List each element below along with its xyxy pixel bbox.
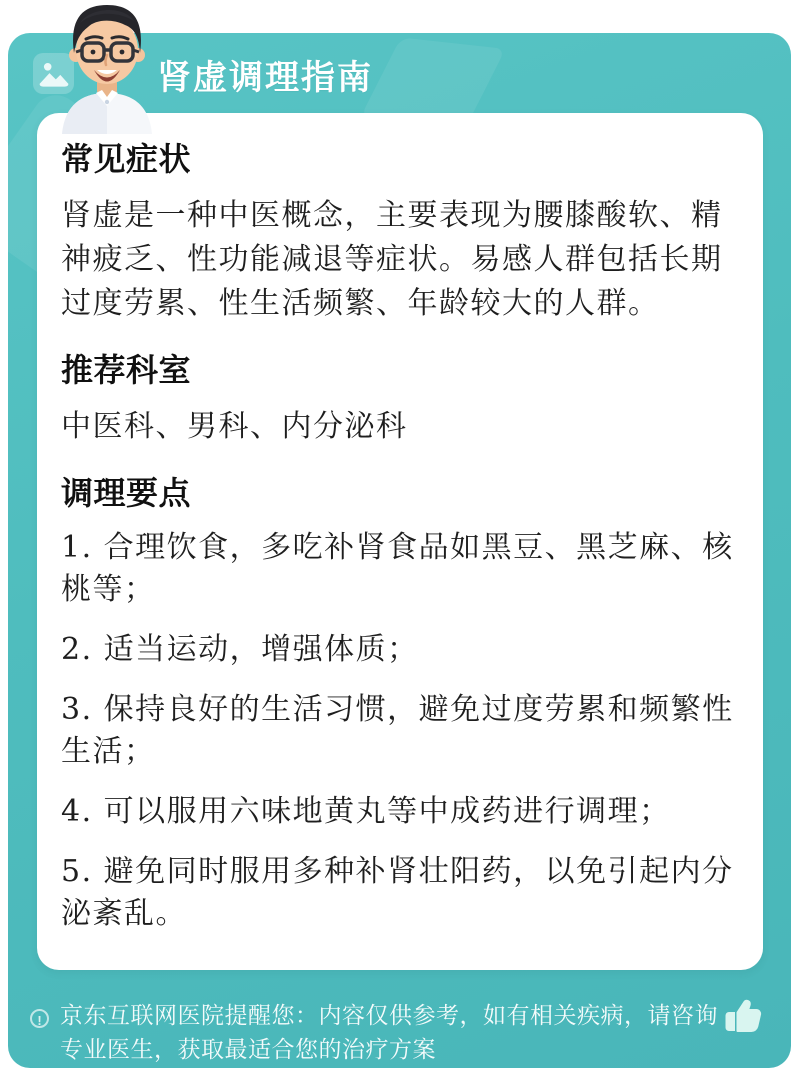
departments-paragraph: 中医科、男科、内分泌科: [61, 409, 408, 443]
thumbs-up-icon[interactable]: [722, 995, 766, 1037]
section-heading-departments: 推荐科室: [61, 351, 192, 388]
tip-item-1: 1. 合理饮食，多吃补肾食品如黑豆、黑芝麻、核桃等；: [61, 530, 734, 608]
tip-item-2: 2. 适当运动，增强体质；: [61, 632, 419, 668]
guide-card: [37, 113, 763, 970]
symptoms-paragraph: 肾虚是一种中医概念，主要表现为腰膝酸软、精神疲乏、性功能减退等症状。易感人群包括长期过度劳累、性生活频繁、年龄较大的人群。: [61, 198, 723, 320]
section-heading-symptoms: 常见症状: [61, 141, 192, 177]
tip-item-4: 4. 可以服用六味地黄丸等中成药进行调理；: [61, 794, 671, 830]
disclaimer-text: 京东互联网医院提醒您：内容仅供参考，如有相关疾病，请咨询专业医生，获取最适合您的治疗方案: [60, 1002, 718, 1062]
exclamation-circle-icon: !: [30, 1009, 49, 1028]
doctor-avatar: [50, 1, 165, 134]
tip-item-3: 3. 保持良好的生活习惯，避免过度劳累和频繁性生活；: [61, 692, 734, 770]
tip-item-5: 5. 避免同时服用多种补肾壮阳药，以免引起内分泌紊乱。: [61, 854, 734, 932]
section-heading-tips: 调理要点: [61, 474, 192, 511]
disclaimer-footer: [28, 998, 773, 1066]
card-title: 肾虚调理指南: [157, 59, 373, 97]
